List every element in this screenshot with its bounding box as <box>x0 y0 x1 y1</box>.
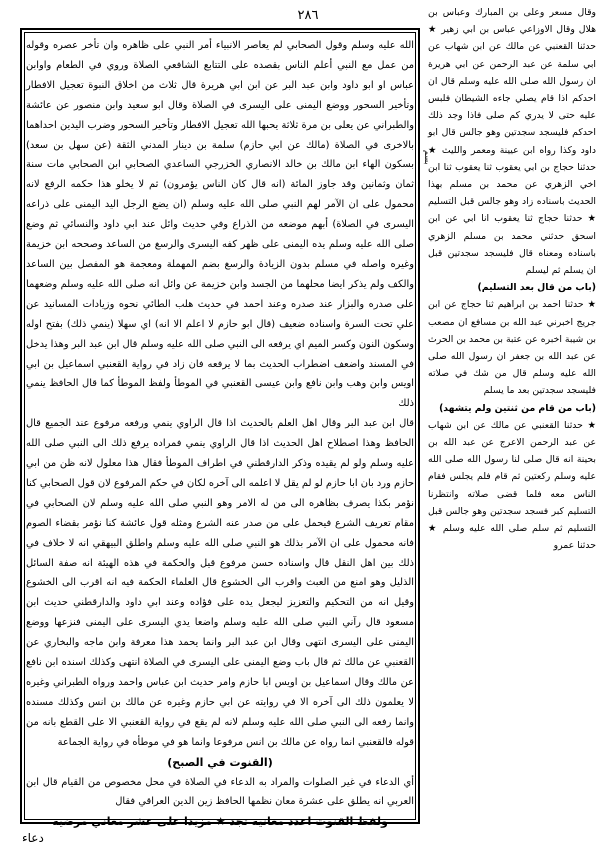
margin-paragraph: ★ حدثنا احمد بن ابراهيم ثنا حجاج عن ابن جريج اخبرني عبد الله بن مسافع ان مصعب بن شيبة اخبره عن عتبة بن محمد بن الحرث عن عبد الله بن جعفر ان رسول الله صلى الله عليه وسلم قال من شك في صلاته فليسجد سجدتين بعد ما يسلم <box>428 299 596 397</box>
catchword: دعاء <box>22 831 44 845</box>
section-heading: (القنوت في الصبح) <box>167 755 273 769</box>
margin-chapter-heading: (باب من قال بعد التسليم) <box>477 282 596 294</box>
commentary-paragraph: الله عليه وسلم وقول الصحابي لم يعاصر الانبياء أمر النبي على ظاهره وان تأخر عصره وقوله من عمل مع النبي أعلم الناس بقصده على التتابع الشافعي الصلاة وروي في الطعام واوابن عباس او ابو داود وابن عبد البر عن ابن ابي هريرة قال ثلاث من اخلاق النبوة تعجيل الافطار وتأخير السحور ووضع اليمنى على اليسرى في الصلاة وقال ابو سعيد وابن منصور عن عائشة والطبراني عن يعلى بن مرة ثلاثة يحبها الله تعجيل الافطار وتأخير السحور وضرب اليدين احداهما بالاخرى في الصلاة (مالك عن ابي حازم) سلمة بن دينار المدني الثقة (عن سهل بن سعد) بسكون الهاء ابن مالك بن خالد الانصاري الخزرجي الساعدي الصحابي ابن الصحابي مات سنة ثمان وثمانين وقد جاوز المائة (انه قال كان الناس يؤمرون) ثم لا يخلو هذا حكمه الرفع لانه محمول على ان الآمر لهم النبي صلى الله عليه وسلم (ان يضع الرجل اليد اليمنى على ذراعه اليسرى في الصلاة) أبهم موضعه من الذراع وفي حديث وائل عند ابي داود والنسائي ثم وضع صلى الله عليه وسلم يده اليمنى على ظهر كفه اليسرى والرسغ من الساعد وصححه ابن خزيمة وغيره واصله في مسلم بدون الزيادة والرسغ بضم المهملة ومعجمة هو المفصل بين الساعد والكف ولم يذكر ايضا محلهما من الجسد وابن خزيمة عن وائل انه صلى الله عليه وسلم وضعهما على صدره والبزار عند صدره وعند احمد في حديث هلب الطائي نحوه وزيادات المسانيد عن علي تحت السرة واسناده ضعيف (قال ابو حازم لا اعلم الا انه) اي سهلا (ينمي ذلك) بفتح اوله وسكون النون وكسر الميم اي يرفعه الى النبي صلى الله عليه وسلم قال ابن عبد البر وهذا يدخل في المسند واضعف اضطراب الحديث بما لا يرفعه فان زاد في رواية القعنبي اسماعيل بن ابي اويس وابن وهب وابن نافع وابن عيسى القعنبي في الموطأ ولفظ الموطأ كما قال الحافظ ينمي ذلك <box>26 40 414 410</box>
hadith-margin-column <box>428 4 596 850</box>
margin-paragraph: ★ حدثنا القعنبي عن مالك عن ابن شهاب عن عبد الرحمن الاعرج عن عبد الله بن بحينة انه قال صلى لنا رسول الله صلى الله عليه وسلم ركعتين ثم قام فلم يجلس فقام الناس معه فلما قضى صلاته وانتظرنا التسليم كبر فسجد سجدتين وهو جالس قبل التسليم ثم سلم صلى الله عليه وسلم ★ حدثنا عمرو <box>428 419 596 552</box>
main-commentary-text <box>26 36 414 829</box>
page-number: ٢٨٦ <box>297 8 319 23</box>
margin-paragraph: وقال مسعر وعلى بن المبارك وعباس بن هلال وقال الاوزاعي عباس بن ابي زهير ★ حدثنا القعنبي عن مالك عن ابن شهاب عن ابي سلمة عن عبد الرحمن عن ابي هريرة ان رسول الله صلى الله عليه وسلم قال ان احدكم اذا قام يصلي جاءه الشيطان فلبس عليه حتى لا يدري كم صلى فاذا وجد ذلك احدكم فليسجد سجدتين وهو جالس قال ابو داود وكذا رواه ابن عيينة ومعمر والليث ★ حدثنا حجاج بن ابي يعقوب ثنا يعقوب ثنا ابن اخي الزهري عن محمد بن مسلم بهذا الحديث باسناده زاد وهو جالس قبل التسليم ★ حدثنا حجاج ثنا يعقوب انا ابي عن ابن اسحق حدثني محمد بن مسلم الزهري باسناده ومعناه قال فليسجد سجدتين قبل ان يسلم ثم ليسلم <box>428 7 596 277</box>
commentary-paragraph: قال ابن عبد البر وقال اهل العلم بالحديث اذا قال الراوي ينمي ورفعه مرفوع عند الجميع قال الحافظ وهذا اصطلاح اهل الحديث اذا قال الراوي ينمي فمراده يرفع ذلك الى النبي صلى الله عليه وسلم ولو لم يقيده وذكر الدارقطني في اطراف الموطأ فقال هذا معلول لانه ظن من ابي حازم ورد بان ابا حازم لو لم يقل لا اعلمه الى آخره لكان في حكم المرفوع لان قول الصحابي كنا نؤمر بكذا يصرف بظاهره الى من له الامر وهو النبي صلى الله عليه وسلم لان الصحابي في مقام تعريف الشرع فيحمل على من صدر عنه الشرع ومثله قول عائشة كنا نؤمر بقضاء الصوم فانه محمول على ان الآمر بذلك هو النبي صلى الله عليه وسلم واطلق البيهقي انه لا خلاف في ذلك بين اهل النقل قال واسناده حسن مرفوع قيل والحكمة في هذه الهيئة انه صفة السائل الذليل وهو امنع من العبث واقرب الى الخشوع قال العلماء الحكمة فيه انه اقرب الى الخشوع وقيل انه من التحكيم والتعزيز ليجعل يده على فؤاده وعند ابي داود والدارقطني حديث ابن مسعود قال رآني النبي صلى الله عليه وسلم واضعا يدي اليسرى على اليمنى فنزعها ووضع اليمنى على اليسرى انتهى وقال ابن عبد البر وانما يحمد هذا معرفة وابن ماجه والبخاري عن القعنبي عن مالك ثم قال باب وضع اليمنى على اليسرى في الصلاة انتهى وكذلك اسنده ابن نافع عن مالك وقال اسماعيل بن اويس ابا حازم وامر حديث ابن عباس واحمد ورواه الطبراني وغيره لا يعلمون ذلك الى آخره الا في روايته عن ابي حازم وغيره عن مالك بن انس وكذلك مسنده وانما رفعه الى النبي صلى الله عليه وسلم لانه لم يقع في رواية القعنبي الا على القطع بانه من قوله فالقعنبي انما رواه عن مالك بن انس مرفوعا وانما هو في موطأه في رواية الجماعة <box>26 418 414 748</box>
verse-line: ولفظ القنوت اعدد معانيه تجد ★ مزيدا على عشر معاني مرضيه <box>52 815 388 829</box>
margin-chapter-heading: (باب من قام من ثنتين ولم يتشهد) <box>439 402 596 414</box>
commentary-paragraph: أي الدعاء في غير الصلوات والمراد به الدعاء في الصلاة في محل مخصوص من القيام قال ابن العربي انه يطلق على عشرة معان نظمها الحافظ زين الدين العراقي فقال <box>26 776 414 808</box>
side-note: بسم <box>423 150 432 165</box>
